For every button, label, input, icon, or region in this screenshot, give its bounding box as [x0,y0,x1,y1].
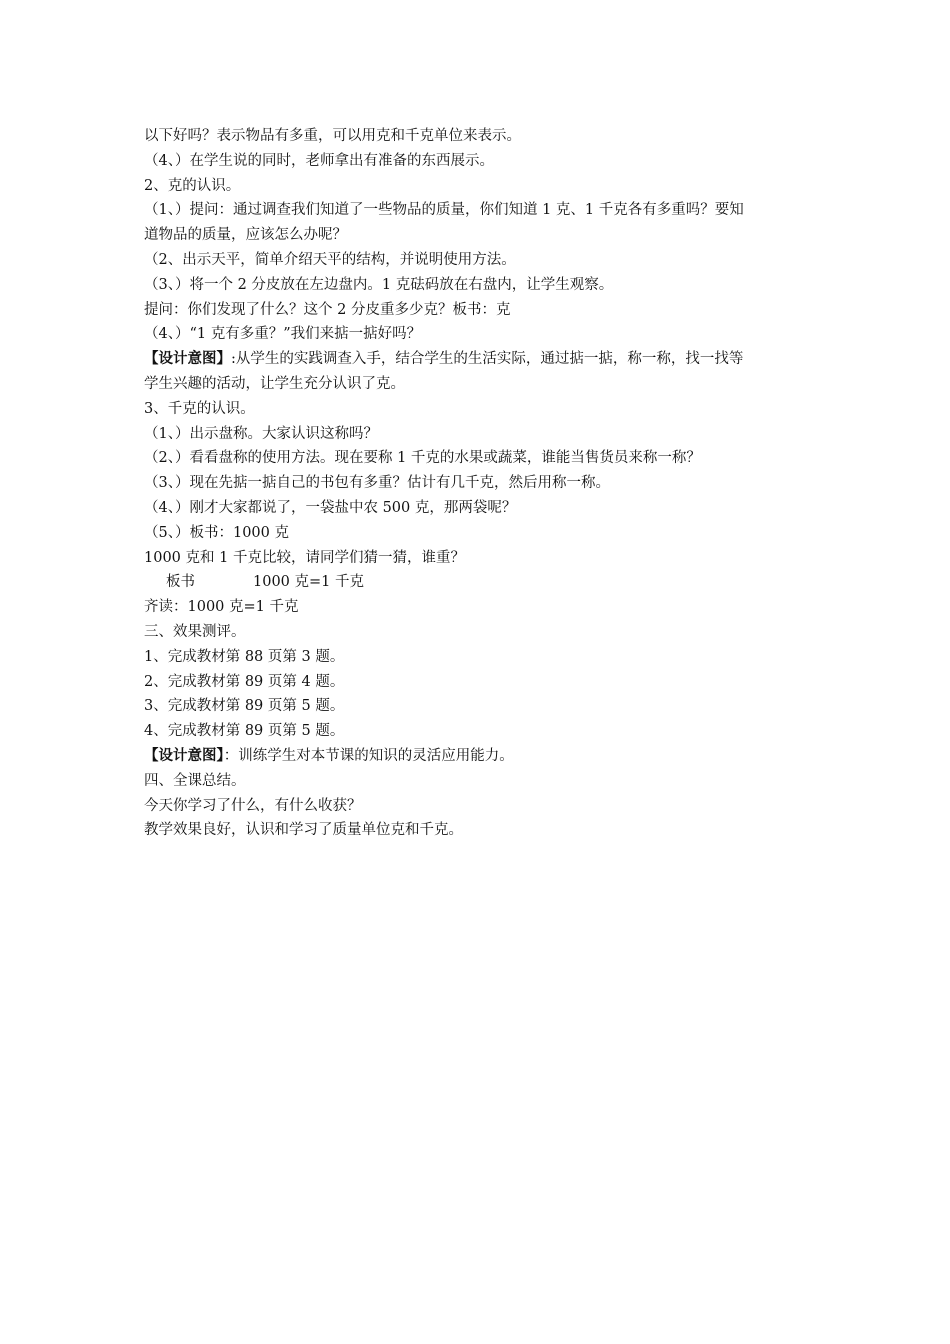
text-line: 今天你学习了什么，有什么收获？ [144,797,362,814]
text-line: （3、）将一个 2 分皮放在左边盘内。1 克砝码放在右盘内，让学生观察。 [144,276,614,293]
board-writing-line [144,570,814,595]
text-line: （4、）“1 克有多重？”我们来掂一掂好吗？ [144,326,422,343]
text-line: （5、）板书：1000 克 [144,524,289,541]
text-line: 齐读：1000 克=1 千克 [144,599,299,616]
design-intent-label: 【设计意图】 [144,746,224,764]
text-line: 教学效果良好，认识和学习了质量单位克和千克。 [144,822,463,839]
text-line: （4、）在学生说的同时，老师拿出有准备的东西展示。 [144,152,494,169]
text-line: （2、）看看盘称的使用方法。现在要称 1 千克的水果或蔬菜，谁能当售货员来称一称？ [144,450,701,467]
section-heading: 3、千克的认识。 [144,400,255,417]
board-writing-label: 板书 [166,574,195,591]
text-line: 道物品的质量，应该怎么办呢？ [144,227,347,244]
design-intent-text: :从学生的实践调查入手，结合学生的生活实际，通过掂一掂，称一称，找一找等 [231,351,744,368]
board-writing-formula: 1000 克=1 千克 [253,574,364,591]
design-intent-text: ：训练学生对本节课的知识的灵活应用能力。 [223,747,514,764]
text-line: （3、）现在先掂一掂自己的书包有多重？估计有几千克，然后用称一称。 [144,475,610,492]
exercise-item: 3、完成教材第 89 页第 5 题。 [144,698,345,715]
text-line: 以下好吗？表示物品有多重，可以用克和千克单位来表示。 [144,128,521,144]
design-intent-line [144,744,814,769]
exercise-item: 4、完成教材第 89 页第 5 题。 [144,723,345,740]
exercise-item: 2、完成教材第 89 页第 4 题。 [144,673,345,690]
text-line: 1000 克和 1 千克比较，请同学们猜一猜，谁重？ [144,549,465,566]
section-heading: 三、效果测评。 [144,623,246,640]
text-line: （1、）出示盘称。大家认识这称吗？ [144,425,378,442]
exercise-item: 1、完成教材第 88 页第 3 题。 [144,648,345,665]
text-line: （2、出示天平，简单介绍天平的结构，并说明使用方法。 [144,251,516,268]
text-line: 提问：你们发现了什么？这个 2 分皮重多少克？板书：克 [144,301,511,318]
text-line: 学生兴趣的活动，让学生充分认识了克。 [144,375,405,392]
section-heading: 四、全课总结。 [144,772,246,789]
document-body [144,124,814,843]
section-heading: 2、克的认识。 [144,177,241,194]
design-intent-line [144,347,814,372]
design-intent-label: 【设计意图】 [144,350,231,368]
text-line: （4、）刚才大家都说了，一袋盐中农 500 克，那两袋呢？ [144,499,517,516]
text-line: （1、）提问：通过调查我们知道了一些物品的质量，你们知道 1 克、1 千克各有多重吗？要知 [144,202,744,219]
